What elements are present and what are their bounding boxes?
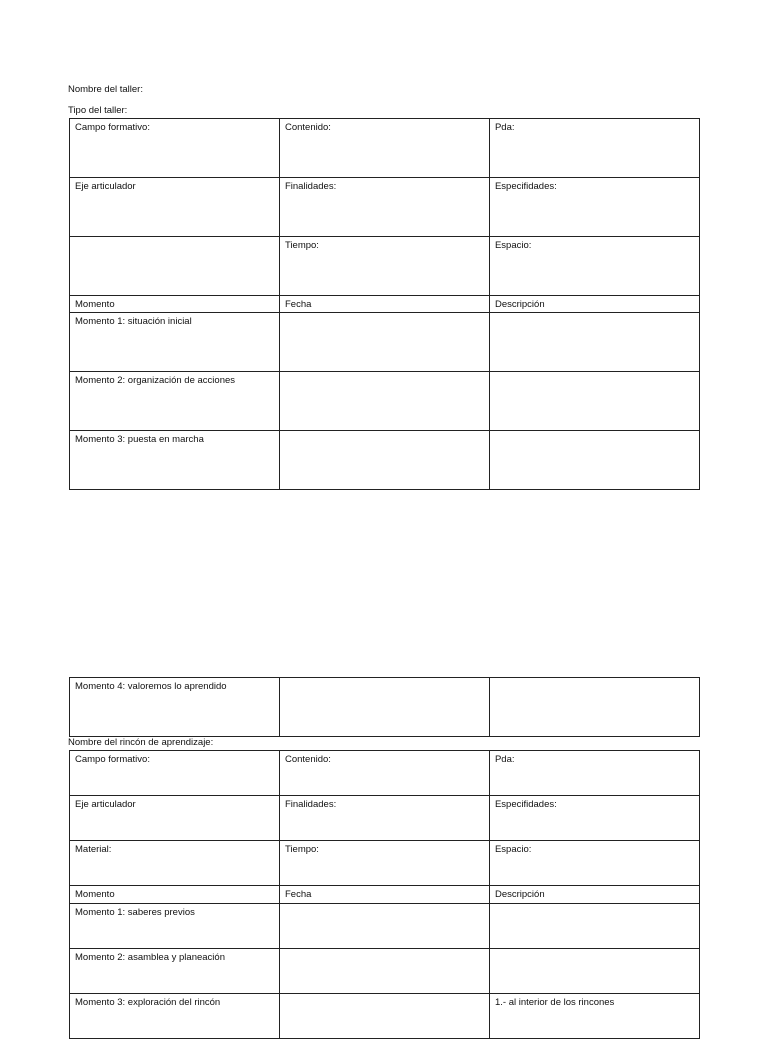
table-row [70, 678, 700, 737]
descripcion-header: Descripción [489, 296, 699, 313]
campo-formativo-cell[interactable]: Campo formativo: [70, 119, 280, 178]
table-row [70, 119, 700, 178]
eje-articulador-cell[interactable]: Eje articulador [70, 178, 280, 237]
descripcion-header: Descripción [489, 886, 699, 904]
fecha-cell[interactable] [279, 431, 489, 490]
table-row [70, 994, 700, 1039]
tiempo-cell[interactable]: Tiempo: [279, 237, 489, 296]
descripcion-cell[interactable]: 1.- al interior de los rincones [489, 994, 699, 1039]
espacio-cell[interactable]: Espacio: [489, 237, 699, 296]
pda-cell[interactable]: Pda: [489, 751, 699, 796]
learning-corner-table [69, 750, 700, 1039]
descripcion-cell[interactable] [489, 949, 699, 994]
campo-formativo-cell[interactable]: Campo formativo: [70, 751, 280, 796]
finalidades-cell[interactable]: Finalidades: [279, 178, 489, 237]
momento-1-cell[interactable]: Momento 1: situación inicial [70, 313, 280, 372]
momento-4-table [69, 677, 700, 737]
table-header-row [70, 886, 700, 904]
table-row [70, 796, 700, 841]
workshop-name-label: Nombre del taller: [68, 84, 143, 95]
fecha-cell[interactable] [279, 372, 489, 431]
table-row [70, 178, 700, 237]
table-header-row [70, 296, 700, 313]
momento-1-cell[interactable]: Momento 1: saberes previos [70, 904, 280, 949]
pda-cell[interactable]: Pda: [489, 119, 699, 178]
fecha-cell[interactable] [279, 994, 489, 1039]
table-row [70, 313, 700, 372]
momento-header: Momento [70, 886, 280, 904]
table-row [70, 372, 700, 431]
learning-corner-name-label: Nombre del rincón de aprendizaje: [68, 737, 214, 748]
fecha-header: Fecha [279, 296, 489, 313]
table-row [70, 431, 700, 490]
fecha-cell[interactable] [279, 949, 489, 994]
espacio-cell[interactable]: Espacio: [489, 841, 699, 886]
fecha-header: Fecha [279, 886, 489, 904]
descripcion-cell[interactable] [489, 678, 699, 737]
fecha-cell[interactable] [279, 678, 489, 737]
fecha-cell[interactable] [279, 904, 489, 949]
momento-3-cell[interactable]: Momento 3: puesta en marcha [70, 431, 280, 490]
contenido-cell[interactable]: Contenido: [279, 751, 489, 796]
tiempo-cell[interactable]: Tiempo: [279, 841, 489, 886]
momento-header: Momento [70, 296, 280, 313]
especifidades-cell[interactable]: Especifidades: [489, 796, 699, 841]
empty-cell[interactable] [70, 237, 280, 296]
table-row [70, 841, 700, 886]
especifidades-cell[interactable]: Especifidades: [489, 178, 699, 237]
workshop-planning-table [69, 118, 700, 490]
material-cell[interactable]: Material: [70, 841, 280, 886]
eje-articulador-cell[interactable]: Eje articulador [70, 796, 280, 841]
workshop-type-label: Tipo del taller: [68, 105, 128, 116]
momento-4-cell[interactable]: Momento 4: valoremos lo aprendido [70, 678, 280, 737]
fecha-cell[interactable] [279, 313, 489, 372]
descripcion-cell[interactable] [489, 372, 699, 431]
descripcion-cell[interactable] [489, 313, 699, 372]
contenido-cell[interactable]: Contenido: [279, 119, 489, 178]
table-row [70, 949, 700, 994]
table-row [70, 237, 700, 296]
table-row [70, 751, 700, 796]
table-row [70, 904, 700, 949]
momento-2-cell[interactable]: Momento 2: asamblea y planeación [70, 949, 280, 994]
finalidades-cell[interactable]: Finalidades: [279, 796, 489, 841]
descripcion-cell[interactable] [489, 431, 699, 490]
descripcion-cell[interactable] [489, 904, 699, 949]
momento-3-cell[interactable]: Momento 3: exploración del rincón [70, 994, 280, 1039]
momento-2-cell[interactable]: Momento 2: organización de acciones [70, 372, 280, 431]
